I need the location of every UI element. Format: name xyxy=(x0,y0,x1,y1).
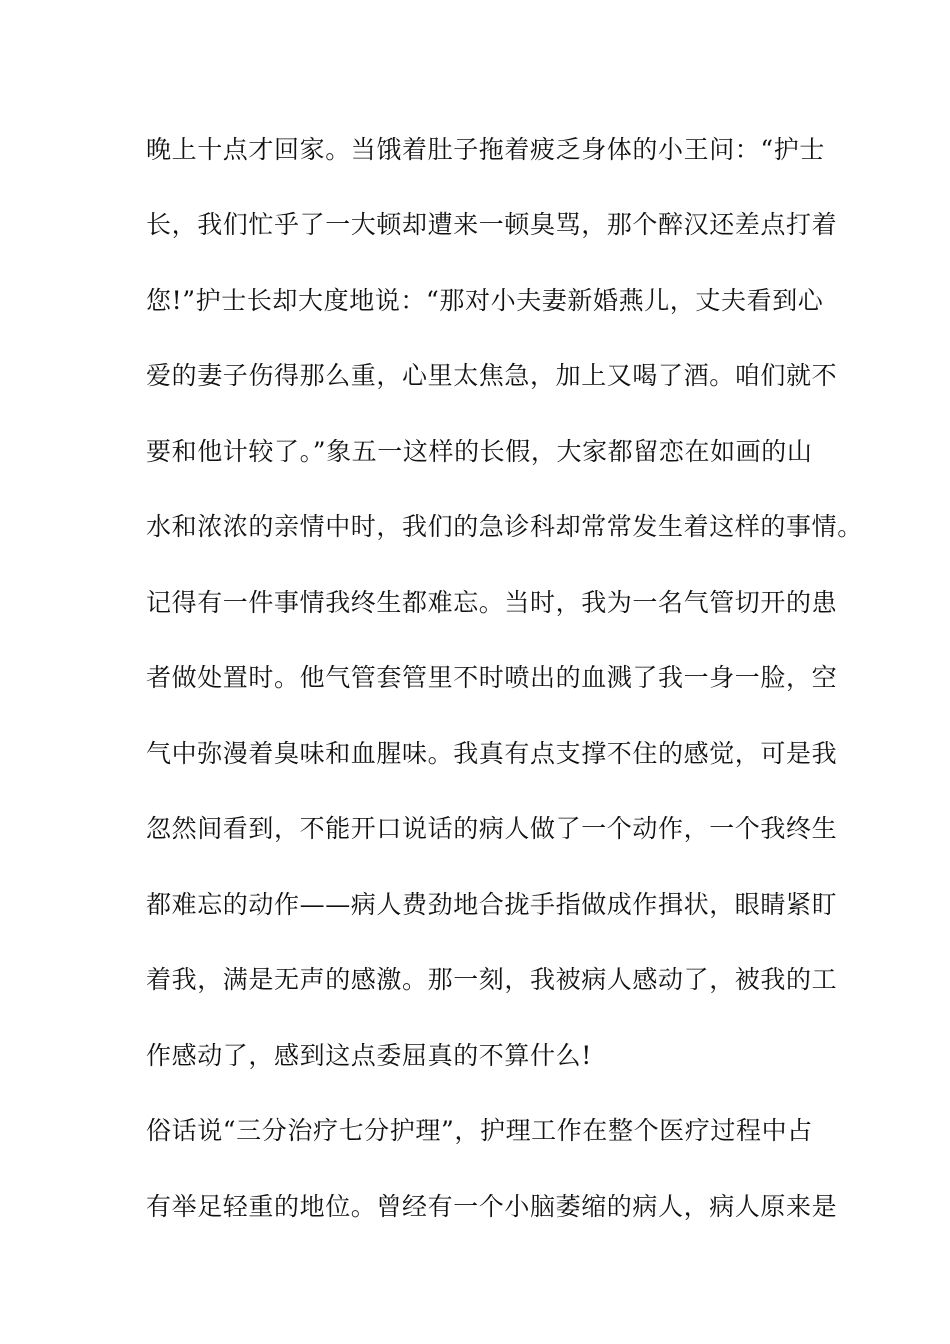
text-line: 都难忘的动作——病人费劲地合拢手指做成作揖状，眼睛紧盯 xyxy=(146,890,838,919)
text-line: 忽然间看到，不能开口说话的病人做了一个动作，一个我终生 xyxy=(146,814,838,843)
text-line: 有举足轻重的地位。曾经有一个小脑萎缩的病人，病人原来是 xyxy=(146,1192,838,1221)
text-line: 记得有一件事情我终生都难忘。当时，我为一名气管切开的患 xyxy=(146,588,838,617)
text-line: 俗话说“三分治疗七分护理”，护理工作在整个医疗过程中占 xyxy=(146,1116,813,1145)
text-line: 您!”护士长却大度地说：“那对小夫妻新婚燕儿，丈夫看到心 xyxy=(146,286,824,315)
text-line: 气中弥漫着臭味和血腥味。我真有点支撑不住的感觉，可是我 xyxy=(146,739,838,768)
text-line: 着我，满是无声的感激。那一刻，我被病人感动了，被我的工 xyxy=(146,965,838,994)
text-line: 要和他计较了。”象五一这样的长假，大家都留恋在如画的山 xyxy=(146,437,813,466)
text-line: 爱的妻子伤得那么重，心里太焦急，加上又喝了酒。咱们就不 xyxy=(146,361,838,390)
text-line: 作感动了，感到这点委屈真的不算什么! xyxy=(146,1041,592,1070)
text-line: 者做处置时。他气管套管里不时喷出的血溅了我一身一脸，空 xyxy=(146,663,838,692)
text-line: 晚上十点才回家。当饿着肚子拖着疲乏身体的小王问：“护士 xyxy=(146,135,825,164)
text-line: 水和浓浓的亲情中时，我们的急诊科却常常发生着这样的事情。 xyxy=(146,512,863,541)
text-line: 长，我们忙乎了一大顿却遭来一顿臭骂，那个醉汉还差点打着 xyxy=(146,210,838,239)
